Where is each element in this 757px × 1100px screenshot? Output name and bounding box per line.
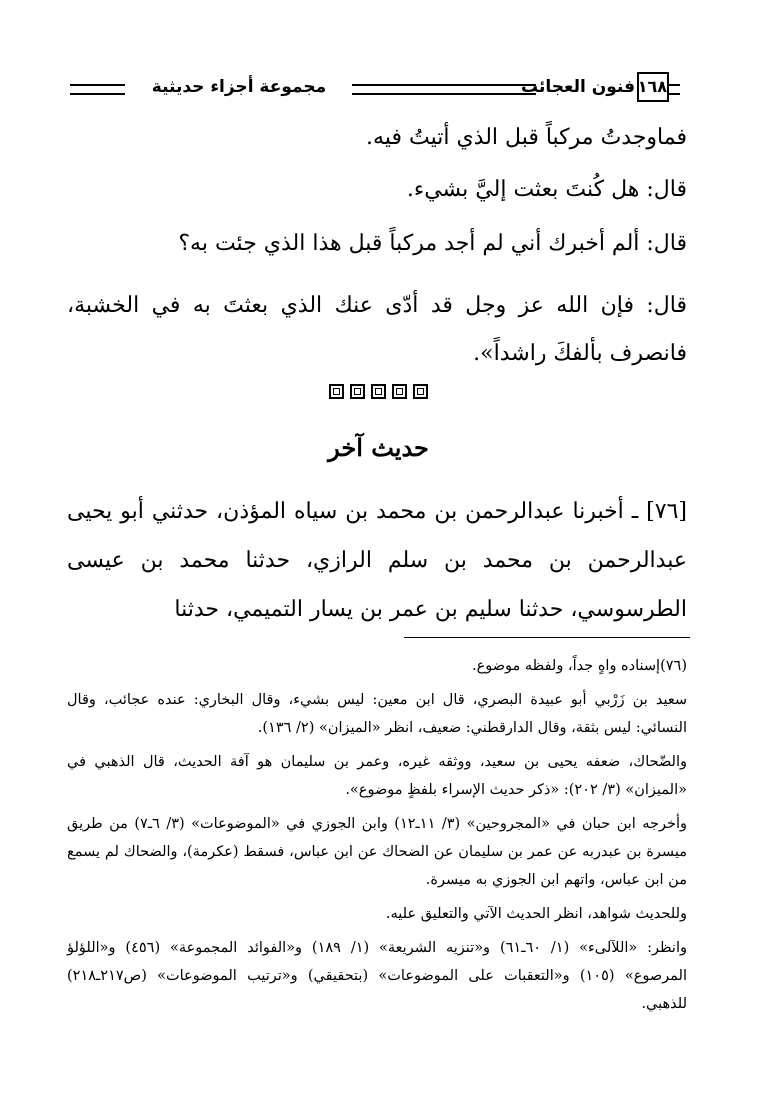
- header-rule: [70, 84, 125, 95]
- footnote-divider: [404, 637, 690, 638]
- hadith-text: [٧٦] ـ أخبرنا عبدالرحمن بن محمد بن سياه المؤذن، حدثني أبو يحيى عبدالرحمن بن محمد بن سلم الرازي، حدثنا محمد بن عيسى الطرسوسي، حدثنا سليم بن عمر بن يسار التميمي، حدثنا: [67, 499, 687, 622]
- footnote: والضّحاك، ضعفه يحيى بن سعيد، ووثقه غيره، وعمر بن سليمان هو آفة الحديث، قال الذهبي في «الميزان» (٣/ ٢٠٢): «ذكر حديث الإسراء بلفظٍ موضوع».: [67, 754, 687, 798]
- footnotes: [67, 652, 687, 1024]
- separator-box-icon: [413, 384, 428, 399]
- separator-box-icon: [329, 384, 344, 399]
- footnote: (٧٦)إسناده واهٍ جداً، ولفظه موضوع.: [471, 658, 687, 674]
- separator-box-icon: [371, 384, 386, 399]
- body-line: قال: ألم أخبرك أني لم أجد مركباً قبل هذا الذي جئت به؟: [178, 231, 687, 256]
- body-line: قال: هل كُنتَ بعثت إليَّ بشيء.: [406, 177, 687, 202]
- body-line: فماوجدتُ مركباً قبل الذي أتيتُ فيه.: [366, 125, 687, 150]
- header-collection-title: مجموعة أجزاء حديثية: [151, 77, 327, 97]
- separator-box-icon: [350, 384, 365, 399]
- footnote: وانظر: «اللآلىء» (١/ ٦٠ـ٦١) و«تنزيه الشريعة» (١/ ١٨٩) و«الفوائد المجموعة» (٤٥٦) و«اللؤلؤ المرصوع» (١٠٥) و«التعقبات على الموضوعات» (بتحقيقي) و«ترتيب الموضوعات» (ص٢١٧ـ٢١٨) للذهبي.: [67, 940, 687, 1012]
- header-section-title: فنون العجائب: [521, 77, 635, 97]
- footnote: سعيد بن زَرْبي أبو عبيدة البصري، قال ابن معين: ليس بشيء، وقال البخاري: عنده عجائب، وقال النسائي: ليس بثقة، وقال الدارقطني: ضعيف، انظر «الميزان» (٢/ ١٣٦).: [67, 692, 687, 736]
- header-rule: [352, 84, 536, 95]
- footnote: وأخرجه ابن حبان في «المجروحين» (٣/ ١١ـ١٢) وابن الجوزي في «الموضوعات» (٣/ ٦ـ٧) من طريق ميسرة بن عبدربه عن عمر بن سليمان عن الضحاك عن ابن عباس، فسقط (عكرمة)، والضحاك لم يسمع من ابن عباس، واتهم ابن الجوزي به ميسرة.: [67, 816, 687, 888]
- page-number: ١٦٨: [637, 72, 669, 102]
- section-heading: حديث آخر: [328, 433, 429, 462]
- running-header: [70, 70, 690, 104]
- separator-box-icon: [392, 384, 407, 399]
- footnote: وللحديث شواهد، انظر الحديث الآتي والتعليق عليه.: [385, 906, 687, 922]
- body-paragraph: قال: فإن الله عز وجل قد أدّى عنك الذي بعثتَ به في الخشبة، فانصرف بألفكَ راشداً».: [67, 293, 687, 366]
- section-separator: [0, 384, 757, 403]
